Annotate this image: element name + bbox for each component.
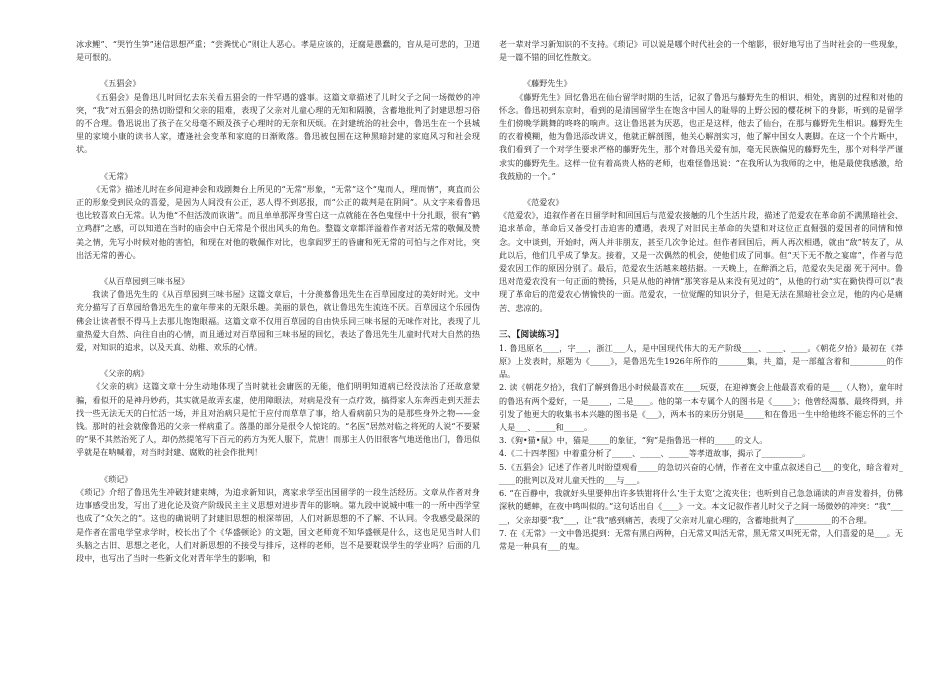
paragraph: 《父亲的病》这篇文章十分生动地体现了当时就社会庸医的无能，他们明明知道病已经没法治了还故意蒙骗，看似开的是神丹妙药，其实就是故弄玄虚，使用障眼法，对病是没有一点疗效，搞得家人东奔西走到天涯去找一些无法无天的白忙活一场，并且对治病只是忙于应付而草草了事，给人看病前只为的是那些身外之物——金钱。那时的社会就像鲁迅的父亲一样病重了。落墨的部分是很令人惊诧的。“名医”居然对临之将死的人说“不要紧的”果不其然治死了人，却仍然提笔写下百元的药方为死人服下，荒唐！而那主人仍旧很客气地送他出门，鲁迅似乎就是在呐喊着，对当时封建、腐败的社会作批判！: [76, 381, 480, 458]
section-title: 《父亲的病》: [100, 368, 149, 379]
section-title: 《范爱农》: [523, 197, 564, 208]
spacer: [76, 354, 480, 367]
paragraph: 我读了鲁迅先生的《从百草园到三味书屋》这篇文章后，十分羡慕鲁迅先生在百草园度过的美好时光。文中充分描写了百草园给鲁迅先生的童年带来的无限乐趣。美丽的景色，就让鲁迅先生流连不厌。百草园这个乐园伪佛会让读者恨不得马上去那儿饱饱眼福。这篇文章不仅用百草园的自由快乐同三味书屋的无味作对比，表现了儿童热爱大自然、向往自由的心情，而且通过对百草园和三味书屋的回忆，表达了鲁迅先生儿童时代对大自然的热爱，对知识的追求，以及天真、幼稚、欢乐的心情。: [76, 289, 480, 353]
spacer: [499, 315, 903, 328]
paragraph: 《五猖会》是鲁迅儿时回忆去东关看五猖会的一件罕遇的盛事。这篇文章描述了儿时父子之间一场微妙的冲突，“我”对五猖会的热切盼望和父亲的阻难，表现了父亲对儿童心理的无知和隔膜，含蓄地批判了封建思想习俗的不合理。鲁迅说出了孩子在父母毫不顾及孩子心理时的无奈和厌烦。在封建统治的社会中，鲁迅生在一个县城里的家境小康的读书人家，遭逢社会变革和家庭的日渐败落。鲁迅被包围在这种黑暗封建的家庭风习和社会现状。: [76, 91, 480, 155]
paragraph: 老一辈对学习新知识的不支持。《琐记》可以说是哪个时代社会的一个缩影，很好地写出了当时社会的一些现象，是一篇不错的回忆性散文。: [499, 39, 903, 63]
paragraph: 《无常》描述儿时在乡间迎神会和戏剧舞台上所见的“无常”形象，“无常”这个“鬼而人，理而情”，爽直而公正的形象受到民众的喜爱，是因为人间没有公正，恶人得不到恶报，而“公正的裁判是在阴间”。从文字来看鲁迅也比较喜欢白无常。认为他“不但活泼而诙谐”。而且单单那浑身雪白这一点就能在各色鬼怪中十分扎眼，很有“鹤立鸡群”之感，可以知道在当时的庙会中白无常是个很出风头的角色。整篇文章都洋溢着作者对活无常的敬佩及赞美之情，先写小时候对他的害怕，和现在对他的敬佩作对比，也拿阎罗王的昏庸和死无常的可怕与之作对比，突出活无常的善心。: [76, 183, 480, 260]
section-title: 《琐记》: [100, 473, 133, 484]
exercise-question: 5.《五猖会》记述了作者儿时盼望观看_____的急切兴奋的心情，作者在文中重点叙述自己___的变化，暗含着对_____的批判以及对儿童天性的___与___。: [499, 461, 903, 485]
section-title: 《从百草园到三味书屋》: [100, 276, 190, 287]
left-column: [76, 38, 480, 565]
right-column: [499, 38, 903, 553]
exercise-question: 2. 读《朝花夕拾》，我们了解到鲁迅小时候最喜欢在____玩耍，在迎神赛会上他最喜欢看的是___（人物），童年时的鲁迅有两个爱好，一是_____，二是____。他的第一本专属个人的图书是《_____》；他曾经渴慕、最终得到，并引发了他更大的收集书本兴趣的图书是《___》，两本书的来历分别是_____和在鲁迅一生中给他终不能忘怀的三个人是___、_____和_____。: [499, 382, 903, 433]
section-title: 《藤野先生》: [523, 78, 572, 89]
exercise-question: 1. 鲁迅原名____，字___，浙江___人，是中国现代伟大的无产阶级____、____、____。《朝花夕拾》最初在《莽原》上发表时，原题为《_____》，是鲁迅先生1926年所作的_______集，共_篇，是一部蕴含着和_________的作品。: [499, 342, 903, 380]
paragraph: 《琐记》介绍了鲁迅先生冲破封建束缚，为追求新知识，离家求学至出国留学的一段生活经历。文章从作者对身边事感受出发，写出了进化论及资产阶级民主主义思想对进步青年的影响。第九段中说城中唯一的一所中西学堂也成了“众矢之的”。这也的确说明了封建旧思想的根深蒂固，人们对新思想的不了解、不认同。令我感受最深的是作者在雷电学堂求学时，校长出了个《华盛顿论》的文题，国文老师竟不知华盛顿是什么，这也足见当时人们头脑之古旧、思想之老化，人们对新思想的不接受与排斥，这样的老师，岂不是要耽误学生的学业吗？后面的几段中，也写出了当时一些新文化对青年学生的影响，和: [76, 486, 480, 563]
spacer: [76, 64, 480, 77]
paragraph: 《藤野先生》回忆鲁迅在仙台留学时期的生活，记叙了鲁迅与藤野先生的相识、相处，离别的过程和对他的怀念。鲁迅初到东京时，看到的是清国留学生在饱含中国人的耻辱的上野公园的樱花树下的身影，听到的是留学生们傍晚学跳舞的咚咚的响声。这让鲁迅甚为厌恶，也正是这样，他去了仙台，在那与藤野先生相识。藤野先生的衣着模糊，他为鲁迅添改讲义，他就正解剖图，他关心解剖实习，他了解中国女人裹脚。在这一个个片断中，我们看到了一个对学生要求严格的藤野先生，那个对鲁迅关爱有加，毫无民族偏见的藤野先生，那个对科学严谨求实的藤野先生。这样一位有着高贵人格的老师，也难怪鲁迅说：“在我所认为我师的之中，他是最使我感激，给我鼓励的一个。”: [499, 91, 903, 181]
exercise-question: 7. 在《无常》一文中鲁迅提到：无常有黑白两种，白无常又叫活无常，黑无常又叫死无常，人们喜爱的是___。无常是一种具有___的鬼。: [499, 527, 903, 551]
exercise-question: 3.《狗•猫•鼠》中，猫是_____的象征，“狗”是指鲁迅一样的_____的文人。: [499, 435, 768, 446]
spacer: [499, 183, 903, 196]
exercise-question: 4.《二十四孝图》中着重分析了_____、_____、_____等孝道故事，揭示了__________。: [499, 448, 811, 459]
paragraph: 冰求鲤”、“哭竹生笋”迷信思想严重；“尝粪忧心”则让人恶心。孝是应该的，迂腐是愚蠢的，盲从是可悲的，卫道是可恨的。: [76, 39, 480, 63]
spacer: [76, 157, 480, 170]
exercise-question: 6. “在百静中，我就好头里要伸出许多铁钳将什么‘生于太览’之流夹住；也听到自己急急诵读的声音发着抖，仿佛深秋的蟋蟀，在夜中鸣叫似的。”这句话出自《____》一文。本文记叙作者儿时父子之间一场微妙的冲突：“我”_____，父亲却要“我”___，让“我”感到痛苦，表现了父亲对儿童心理的，含蓄地批判了_________的不合理。: [499, 488, 903, 525]
spacer: [76, 460, 480, 473]
section-title: 《无常》: [100, 170, 133, 181]
section-title: 《五猖会》: [100, 78, 141, 89]
spacer: [499, 64, 903, 77]
spacer: [76, 262, 480, 275]
paragraph: 《范爱农》，追叙作者在日留学时和回国后与范爱农接触的几个生活片段，描述了范爱农在革命前不满黑暗社会、追求革命，革命后又备受打击迫害的遭遇，表现了对旧民主革命的失望和对这位正直倔强的爱国者的同情和悼念。文中谈到，开始时，两人并非朋友，甚至几次争论过。但作者回国后，两人再次相遇，就由“敌”转友了，从此以后，他们几乎成了挚友。接着，又是一次偶然的机会，使他们成了同事。但“天下无不散之宴席”，作者与范爱农因工作的原因分别了。最后，范爱农生活越来越拮据。一天晚上，在醉酒之后，范爱农失足溺 死于河中。鲁迅对范爱农没有一句正面的赞扬，只是从他的神情“那笑容是从来没有见过的”，从他的行动“实在勤快得可以”表现了革命后的范爱农心情愉快的一面。范爱农，一位觉醒的知识分子，但是无法在黑暗社会立足，他的内心是痛苦、悲凉的。: [499, 210, 903, 313]
exercise-heading: 三、【阅读练习】: [499, 329, 564, 340]
